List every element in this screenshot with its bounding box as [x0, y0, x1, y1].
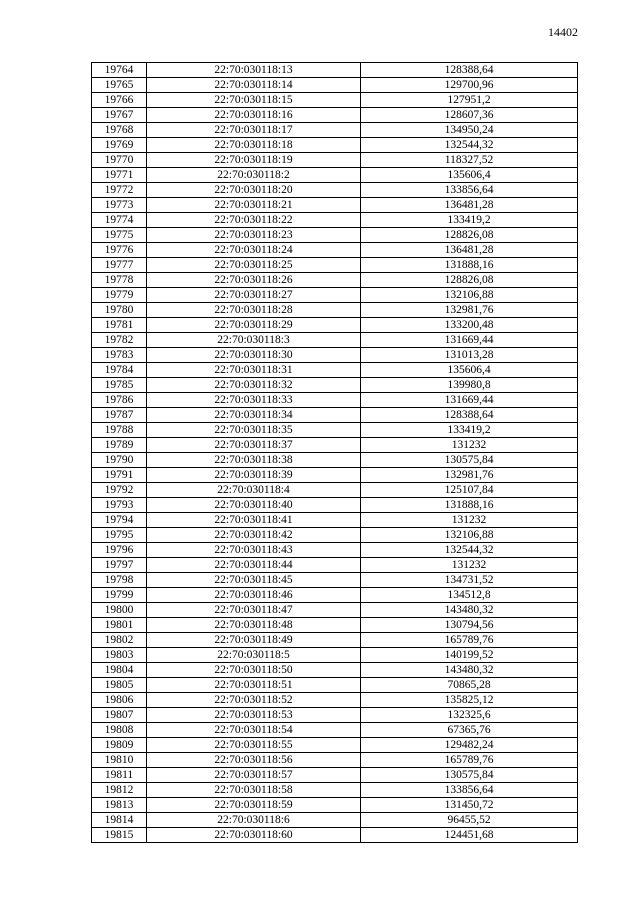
- row-number-cell: 19789: [92, 438, 147, 453]
- table-row: [92, 618, 578, 633]
- cadastral-number-cell: 22:70:030118:53: [147, 708, 361, 723]
- value-cell: 96455,52: [361, 813, 578, 828]
- table-row: [92, 93, 578, 108]
- cadastral-number-cell: 22:70:030118:4: [147, 483, 361, 498]
- row-number-cell: 19812: [92, 783, 147, 798]
- table-row: [92, 828, 578, 843]
- table-row: [92, 393, 578, 408]
- value-cell: 131450,72: [361, 798, 578, 813]
- table-row: [92, 228, 578, 243]
- table-row: [92, 648, 578, 663]
- row-number-cell: 19780: [92, 303, 147, 318]
- row-number-cell: 19770: [92, 153, 147, 168]
- row-number-cell: 19765: [92, 78, 147, 93]
- row-number-cell: 19774: [92, 213, 147, 228]
- row-number-cell: 19798: [92, 573, 147, 588]
- table-row: [92, 108, 578, 123]
- value-cell: 132981,76: [361, 468, 578, 483]
- cadastral-number-cell: 22:70:030118:32: [147, 378, 361, 393]
- table-row: [92, 318, 578, 333]
- table-row: [92, 303, 578, 318]
- row-number-cell: 19802: [92, 633, 147, 648]
- table-row: [92, 603, 578, 618]
- row-number-cell: 19795: [92, 528, 147, 543]
- table-row: [92, 288, 578, 303]
- cadastral-number-cell: 22:70:030118:52: [147, 693, 361, 708]
- row-number-cell: 19776: [92, 243, 147, 258]
- cadastral-number-cell: 22:70:030118:21: [147, 198, 361, 213]
- cadastral-number-cell: 22:70:030118:44: [147, 558, 361, 573]
- cadastral-number-cell: 22:70:030118:5: [147, 648, 361, 663]
- cadastral-number-cell: 22:70:030118:46: [147, 588, 361, 603]
- value-cell: 128388,64: [361, 63, 578, 78]
- row-number-cell: 19786: [92, 393, 147, 408]
- table-row: [92, 498, 578, 513]
- cadastral-number-cell: 22:70:030118:34: [147, 408, 361, 423]
- value-cell: 125107,84: [361, 483, 578, 498]
- cadastral-number-cell: 22:70:030118:26: [147, 273, 361, 288]
- table-row: [92, 663, 578, 678]
- cadastral-number-cell: 22:70:030118:6: [147, 813, 361, 828]
- value-cell: 128388,64: [361, 408, 578, 423]
- row-number-cell: 19792: [92, 483, 147, 498]
- cadastral-number-cell: 22:70:030118:27: [147, 288, 361, 303]
- cadastral-number-cell: 22:70:030118:18: [147, 138, 361, 153]
- row-number-cell: 19777: [92, 258, 147, 273]
- table-row: [92, 513, 578, 528]
- cadastral-number-cell: 22:70:030118:13: [147, 63, 361, 78]
- cadastral-number-cell: 22:70:030118:31: [147, 363, 361, 378]
- value-cell: 130575,84: [361, 453, 578, 468]
- cadastral-number-cell: 22:70:030118:47: [147, 603, 361, 618]
- value-cell: 135825,12: [361, 693, 578, 708]
- row-number-cell: 19768: [92, 123, 147, 138]
- cadastral-number-cell: 22:70:030118:38: [147, 453, 361, 468]
- value-cell: 132981,76: [361, 303, 578, 318]
- cadastral-number-cell: 22:70:030118:35: [147, 423, 361, 438]
- table-row: [92, 693, 578, 708]
- table-row: [92, 753, 578, 768]
- table-row: [92, 273, 578, 288]
- table-row: [92, 258, 578, 273]
- value-cell: 131232: [361, 513, 578, 528]
- table-row: [92, 243, 578, 258]
- value-cell: 132544,32: [361, 138, 578, 153]
- value-cell: 128826,08: [361, 228, 578, 243]
- row-number-cell: 19814: [92, 813, 147, 828]
- value-cell: 135606,4: [361, 168, 578, 183]
- cadastral-number-cell: 22:70:030118:37: [147, 438, 361, 453]
- table-row: [92, 798, 578, 813]
- cadastral-number-cell: 22:70:030118:29: [147, 318, 361, 333]
- value-cell: 131013,28: [361, 348, 578, 363]
- cadastral-number-cell: 22:70:030118:16: [147, 108, 361, 123]
- value-cell: 131232: [361, 438, 578, 453]
- table-row: [92, 813, 578, 828]
- table-row: [92, 198, 578, 213]
- row-number-cell: 19804: [92, 663, 147, 678]
- row-number-cell: 19775: [92, 228, 147, 243]
- table-row: [92, 708, 578, 723]
- table-row: [92, 738, 578, 753]
- value-cell: 133419,2: [361, 213, 578, 228]
- table-row: [92, 723, 578, 738]
- value-cell: 165789,76: [361, 753, 578, 768]
- cadastral-number-cell: 22:70:030118:30: [147, 348, 361, 363]
- cadastral-number-cell: 22:70:030118:56: [147, 753, 361, 768]
- value-cell: 132106,88: [361, 288, 578, 303]
- row-number-cell: 19778: [92, 273, 147, 288]
- table-row: [92, 438, 578, 453]
- value-cell: 131888,16: [361, 258, 578, 273]
- table-row: [92, 123, 578, 138]
- table-row: [92, 543, 578, 558]
- cadastral-number-cell: 22:70:030118:55: [147, 738, 361, 753]
- value-cell: 135606,4: [361, 363, 578, 378]
- row-number-cell: 19782: [92, 333, 147, 348]
- cadastral-number-cell: 22:70:030118:59: [147, 798, 361, 813]
- value-cell: 124451,68: [361, 828, 578, 843]
- table-row: [92, 783, 578, 798]
- value-cell: 136481,28: [361, 243, 578, 258]
- row-number-cell: 19811: [92, 768, 147, 783]
- cadastral-number-cell: 22:70:030118:48: [147, 618, 361, 633]
- row-number-cell: 19805: [92, 678, 147, 693]
- table-row: [92, 333, 578, 348]
- value-cell: 129482,24: [361, 738, 578, 753]
- value-cell: 165789,76: [361, 633, 578, 648]
- row-number-cell: 19773: [92, 198, 147, 213]
- cadastral-number-cell: 22:70:030118:33: [147, 393, 361, 408]
- cadastral-number-cell: 22:70:030118:28: [147, 303, 361, 318]
- row-number-cell: 19815: [92, 828, 147, 843]
- table-row: [92, 213, 578, 228]
- cadastral-number-cell: 22:70:030118:39: [147, 468, 361, 483]
- row-number-cell: 19784: [92, 363, 147, 378]
- table-row: [92, 363, 578, 378]
- cadastral-number-cell: 22:70:030118:2: [147, 168, 361, 183]
- value-cell: 140199,52: [361, 648, 578, 663]
- value-cell: 67365,76: [361, 723, 578, 738]
- value-cell: 131232: [361, 558, 578, 573]
- row-number-cell: 19764: [92, 63, 147, 78]
- row-number-cell: 19809: [92, 738, 147, 753]
- row-number-cell: 19790: [92, 453, 147, 468]
- value-cell: 143480,32: [361, 663, 578, 678]
- cadastral-value-table: [91, 62, 578, 843]
- row-number-cell: 19813: [92, 798, 147, 813]
- row-number-cell: 19766: [92, 93, 147, 108]
- table-row: [92, 348, 578, 363]
- row-number-cell: 19783: [92, 348, 147, 363]
- cadastral-number-cell: 22:70:030118:14: [147, 78, 361, 93]
- row-number-cell: 19793: [92, 498, 147, 513]
- cadastral-number-cell: 22:70:030118:49: [147, 633, 361, 648]
- value-cell: 134950,24: [361, 123, 578, 138]
- row-number-cell: 19767: [92, 108, 147, 123]
- value-cell: 131669,44: [361, 333, 578, 348]
- cadastral-number-cell: 22:70:030118:40: [147, 498, 361, 513]
- row-number-cell: 19807: [92, 708, 147, 723]
- value-cell: 133856,64: [361, 183, 578, 198]
- table-row: [92, 558, 578, 573]
- value-cell: 133856,64: [361, 783, 578, 798]
- table-row: [92, 528, 578, 543]
- cadastral-number-cell: 22:70:030118:51: [147, 678, 361, 693]
- table-row: [92, 63, 578, 78]
- cadastral-number-cell: 22:70:030118:19: [147, 153, 361, 168]
- value-cell: 132106,88: [361, 528, 578, 543]
- row-number-cell: 19785: [92, 378, 147, 393]
- row-number-cell: 19800: [92, 603, 147, 618]
- cadastral-number-cell: 22:70:030118:42: [147, 528, 361, 543]
- value-cell: 132325,6: [361, 708, 578, 723]
- value-cell: 118327,52: [361, 153, 578, 168]
- table-row: [92, 678, 578, 693]
- table-row: [92, 168, 578, 183]
- row-number-cell: 19787: [92, 408, 147, 423]
- table-row: [92, 423, 578, 438]
- cadastral-number-cell: 22:70:030118:24: [147, 243, 361, 258]
- value-cell: 130575,84: [361, 768, 578, 783]
- row-number-cell: 19769: [92, 138, 147, 153]
- value-cell: 70865,28: [361, 678, 578, 693]
- table-row: [92, 378, 578, 393]
- table-row: [92, 453, 578, 468]
- row-number-cell: 19796: [92, 543, 147, 558]
- value-cell: 127951,2: [361, 93, 578, 108]
- table-row: [92, 633, 578, 648]
- table-row: [92, 408, 578, 423]
- value-cell: 128826,08: [361, 273, 578, 288]
- cadastral-number-cell: 22:70:030118:20: [147, 183, 361, 198]
- value-cell: 131669,44: [361, 393, 578, 408]
- row-number-cell: 19772: [92, 183, 147, 198]
- table-row: [92, 573, 578, 588]
- table-row: [92, 138, 578, 153]
- value-cell: 132544,32: [361, 543, 578, 558]
- row-number-cell: 19779: [92, 288, 147, 303]
- value-cell: 129700,96: [361, 78, 578, 93]
- value-cell: 143480,32: [361, 603, 578, 618]
- row-number-cell: 19801: [92, 618, 147, 633]
- value-cell: 139980,8: [361, 378, 578, 393]
- row-number-cell: 19808: [92, 723, 147, 738]
- cadastral-number-cell: 22:70:030118:60: [147, 828, 361, 843]
- value-cell: 136481,28: [361, 198, 578, 213]
- value-cell: 130794,56: [361, 618, 578, 633]
- cadastral-number-cell: 22:70:030118:58: [147, 783, 361, 798]
- cadastral-number-cell: 22:70:030118:54: [147, 723, 361, 738]
- value-cell: 134731,52: [361, 573, 578, 588]
- table-row: [92, 183, 578, 198]
- table-row: [92, 78, 578, 93]
- value-cell: 131888,16: [361, 498, 578, 513]
- row-number-cell: 19806: [92, 693, 147, 708]
- cadastral-number-cell: 22:70:030118:45: [147, 573, 361, 588]
- table-row: [92, 468, 578, 483]
- row-number-cell: 19791: [92, 468, 147, 483]
- row-number-cell: 19771: [92, 168, 147, 183]
- row-number-cell: 19781: [92, 318, 147, 333]
- table-row: [92, 153, 578, 168]
- row-number-cell: 19794: [92, 513, 147, 528]
- page-number: 14402: [548, 25, 578, 39]
- table-body: [92, 63, 578, 843]
- value-cell: 134512,8: [361, 588, 578, 603]
- value-cell: 128607,36: [361, 108, 578, 123]
- cadastral-number-cell: 22:70:030118:23: [147, 228, 361, 243]
- row-number-cell: 19803: [92, 648, 147, 663]
- value-cell: 133419,2: [361, 423, 578, 438]
- row-number-cell: 19797: [92, 558, 147, 573]
- cadastral-number-cell: 22:70:030118:25: [147, 258, 361, 273]
- table-row: [92, 768, 578, 783]
- cadastral-number-cell: 22:70:030118:50: [147, 663, 361, 678]
- cadastral-number-cell: 22:70:030118:17: [147, 123, 361, 138]
- row-number-cell: 19799: [92, 588, 147, 603]
- cadastral-number-cell: 22:70:030118:43: [147, 543, 361, 558]
- table-row: [92, 588, 578, 603]
- cadastral-number-cell: 22:70:030118:22: [147, 213, 361, 228]
- table-row: [92, 483, 578, 498]
- row-number-cell: 19788: [92, 423, 147, 438]
- value-cell: 133200,48: [361, 318, 578, 333]
- cadastral-number-cell: 22:70:030118:57: [147, 768, 361, 783]
- cadastral-number-cell: 22:70:030118:3: [147, 333, 361, 348]
- cadastral-number-cell: 22:70:030118:15: [147, 93, 361, 108]
- cadastral-number-cell: 22:70:030118:41: [147, 513, 361, 528]
- row-number-cell: 19810: [92, 753, 147, 768]
